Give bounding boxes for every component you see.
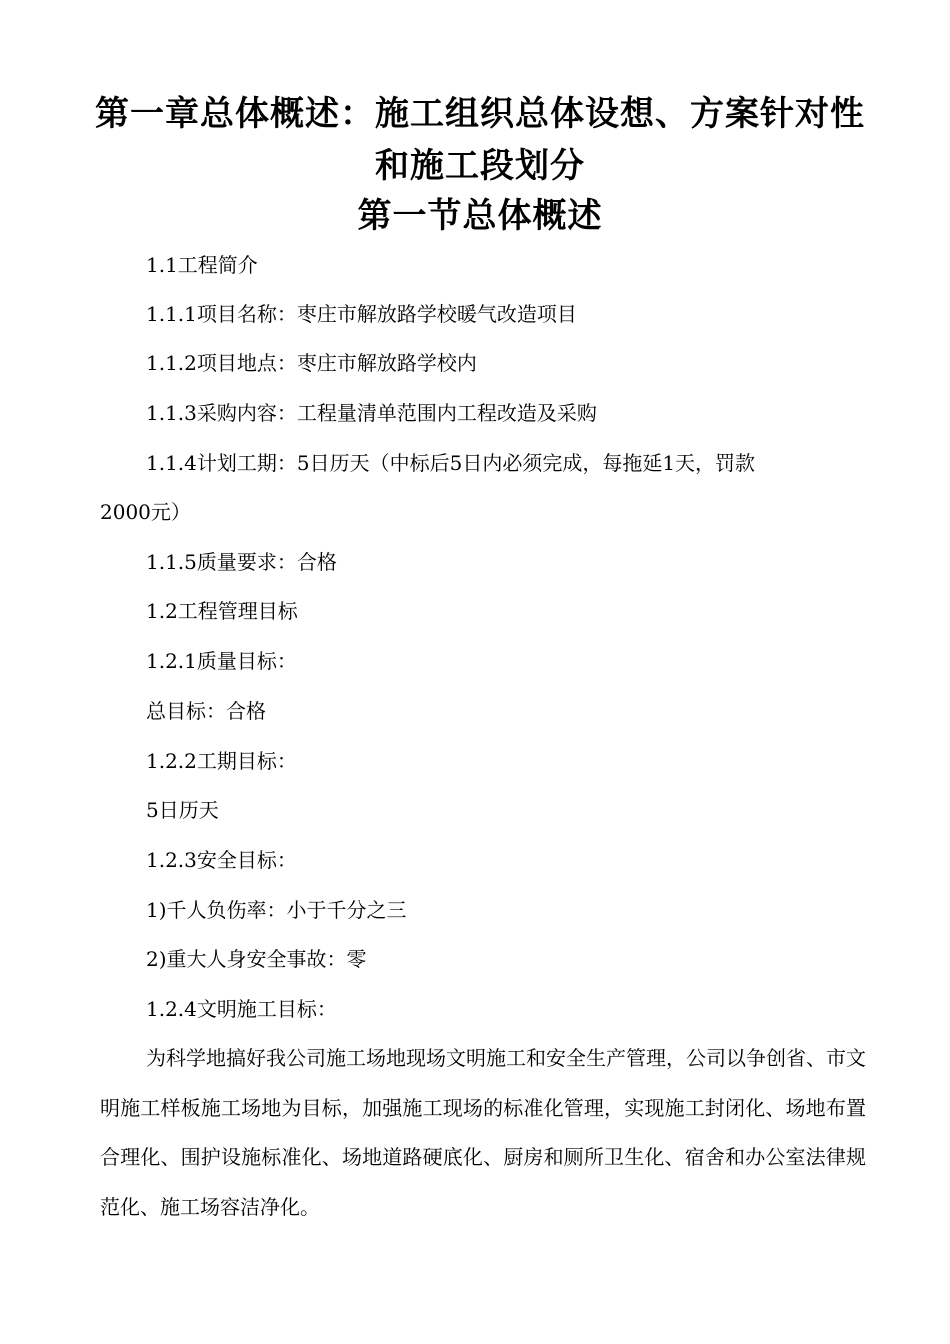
planned-duration-line: 1.1.4计划工期：5日历天（中标后5日内必须完成，每拖延1天，罚款 (146, 451, 756, 475)
chapter-title: 第一章总体概述：施工组织总体设想、方案针对性和施工段划分 (95, 94, 865, 186)
heading-project-intro: 1.1工程简介 (146, 253, 258, 277)
procurement-content-line: 1.1.3采购内容：工程量清单范围内工程改造及采购 (146, 401, 597, 425)
schedule-goal-value: 5日历天 (146, 798, 219, 822)
heading-management-goals: 1.2工程管理目标 (146, 599, 298, 623)
overall-goal-line: 总目标：合格 (146, 699, 266, 723)
schedule-goal-heading: 1.2.2工期目标： (146, 749, 297, 773)
section-title: 第一节总体概述 (357, 196, 603, 236)
safety-goal-heading: 1.2.3安全目标： (146, 848, 297, 872)
injury-rate-line: 1)千人负伤率：小于千分之三 (146, 898, 407, 922)
project-name-line: 1.1.1项目名称：枣庄市解放路学校暖气改造项目 (146, 302, 577, 326)
project-location-line: 1.1.2项目地点：枣庄市解放路学校内 (146, 351, 477, 375)
major-accident-line: 2)重大人身安全事故：零 (146, 947, 367, 971)
civilized-construction-paragraph: 为科学地搞好我公司施工场地现场文明施工和安全生产管理，公司以争创省、市文明施工样板施工场地为目标，加强施工现场的标准化管理，实现施工封闭化、场地布置合理化、围护设施标准化、场地道路硬底化、厨房和厕所卫生化、宿舍和办公室法律规范化、施工场容洁净化。 (100, 1046, 866, 1219)
planned-duration-continued: 2000元） (100, 500, 191, 524)
civilized-construction-heading: 1.2.4文明施工目标： (146, 997, 337, 1021)
quality-requirement-line: 1.1.5质量要求：合格 (146, 550, 337, 574)
quality-goal-heading: 1.2.1质量目标： (146, 649, 297, 673)
